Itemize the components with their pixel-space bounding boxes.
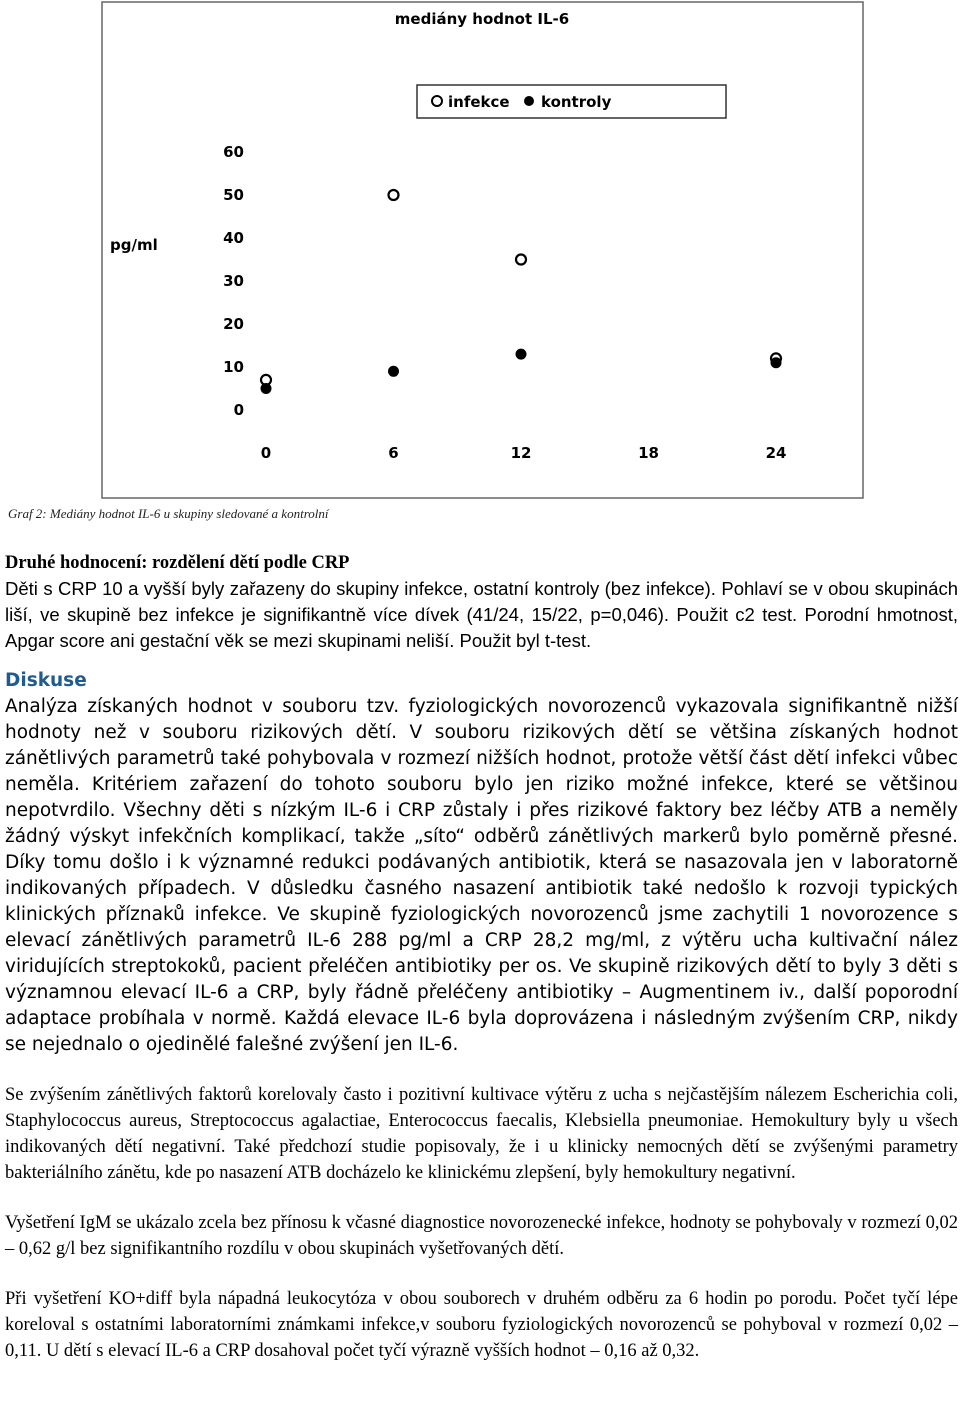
y-tick-label: 60	[223, 143, 244, 161]
chart-figure	[100, 0, 866, 530]
section-heading: Druhé hodnocení: rozdělení dětí podle CRP	[5, 553, 350, 573]
chart-frame	[102, 2, 863, 498]
legend-label-kontroly: kontroly	[541, 93, 612, 111]
y-tick-label: 40	[223, 229, 244, 247]
x-tick-label: 12	[510, 444, 532, 462]
data-point-infekce	[516, 255, 526, 265]
paragraph-diskuse-2: Se zvýšením zánětlivých faktorů korelovaly často i pozitivní kultivace výtěru z ucha s nejčastějším nálezem Escherichia coli, Staphylococcus aureus, Streptococcus agalactiae, Enterococcus faecalis, Klebsiella pneumoniae. Hemokultury byly u všech indikovaných dětí negativní. Také předchozí studie popisovaly, že i u klinicky nemocných dětí se zvýšenými parametry bakteriálního zánětu, kde po nasazení ATB docházelo ke klinickému zlepšení, byly hemokultury negativní.	[5, 1085, 958, 1183]
x-tick-label: 18	[638, 444, 659, 462]
data-point-kontroly	[516, 349, 526, 359]
y-tick-label: 0	[233, 401, 244, 419]
data-point-kontroly	[261, 384, 271, 394]
y-tick-label: 30	[223, 272, 244, 290]
y-tick-label: 20	[223, 315, 244, 333]
data-point-infekce	[389, 190, 399, 200]
y-tick-label: 50	[223, 186, 244, 204]
data-point-kontroly	[389, 366, 399, 376]
chart-svg	[100, 0, 866, 500]
text-body	[5, 550, 958, 1364]
diskuse-heading: Diskuse	[5, 670, 87, 691]
legend-marker-infekce	[432, 96, 442, 106]
paragraph-crp: Děti s CRP 10 a vyšší byly zařazeny do skupiny infekce, ostatní kontroly (bez infekce). Pohlaví se v obou skupinách liší, ve skupině bez infekce je signifikantně více dívek (41/24, 15/22, p=0,046). Použit c2 test. Porodní hmotnost, Apgar score ani gestační věk se mezi skupinami neliší. Použit byl t-test.	[5, 578, 958, 651]
legend-label-infekce: infekce	[448, 93, 510, 111]
chart-title: mediány hodnot IL-6	[394, 10, 570, 28]
data-point-kontroly	[771, 358, 781, 368]
paragraph-diskuse-4: Při vyšetření KO+diff byla nápadná leukocytóza v obou souborech v druhém odběru za 6 hodin po porodu. Počet tyčí lépe koreloval s ostatními laboratorními známkami infekce,v souboru fyziologických novorozenců se pohyboval v rozmezí 0,02 – 0,11. U dětí s elevací IL-6 a CRP dosahoval počet tyčí výrazně vyšších hodnot – 0,16 až 0,32.	[5, 1289, 958, 1361]
figure-caption: Graf 2: Mediány hodnot IL-6 u skupiny sledované a kontrolní	[8, 506, 329, 521]
paragraph-diskuse-1: Analýza získaných hodnot v souboru tzv. fyziologických novorozenců vykazovala signifikantně nižší hodnoty než v souboru rizikových dětí. V souboru rizikových dětí se většina získaných hodnot zánětlivých parametrů také pohybovala v rozmezí nižších hodnot, protože větší část dětí infekci vůbec neměla. Kritériem zařazení do tohoto souboru bylo jen riziko možné infekce, které se většinou nepotvrdilo. Všechny děti s nízkým IL-6 i CRP zůstaly i přes rizikové faktory bez léčby ATB a neměly žádný výskyt infekčních komplikací, takže „síto“ odběrů zánětlivých markerů bylo poměrně přesné. Díky tomu došlo i k významné redukci podávaných antibiotik, která se nasazovala jen v laboratorně indikovaných případech. V důsledku časného nasazení antibiotik také nedošlo k rozvoji typických klinických příznaků infekce. Ve skupině fyziologických novorozenců jsme zachytili 1 novorozence s elevací zánětlivých parametrů IL-6 288 pg/ml a CRP 28,2 mg/ml, z výtěru ucha kultivační nález viridujících streptokoků, pacient přeléčen antibiotiky per os. Ve skupině rizikových dětí to byly 3 děti s významnou elevací IL-6 a CRP, byly řádně přeléčeny antibiotiky – Augmentinem iv., další poporodní adaptace probíhala v normě. Každá elevace IL-6 byla doprovázena i následným zvýšením CRP, nikdy se nejednalo o ojedinělé falešné zvýšení jen IL-6.	[5, 696, 958, 1055]
paragraph-diskuse-3: Vyšetření IgM se ukázalo zcela bez přínosu k včasné diagnostice novorozenecké infekce, hodnoty se pohybovaly v rozmezí 0,02 – 0,62 g/l bez signifikantního rozdílu v obou skupinách vyšetřovaných dětí.	[5, 1213, 958, 1259]
x-tick-label: 0	[260, 444, 272, 462]
x-tick-label: 24	[765, 444, 787, 462]
x-tick-label: 6	[388, 444, 399, 462]
y-axis-label: pg/ml	[110, 236, 158, 254]
legend-marker-kontroly	[524, 96, 534, 106]
y-tick-label: 10	[223, 358, 244, 376]
